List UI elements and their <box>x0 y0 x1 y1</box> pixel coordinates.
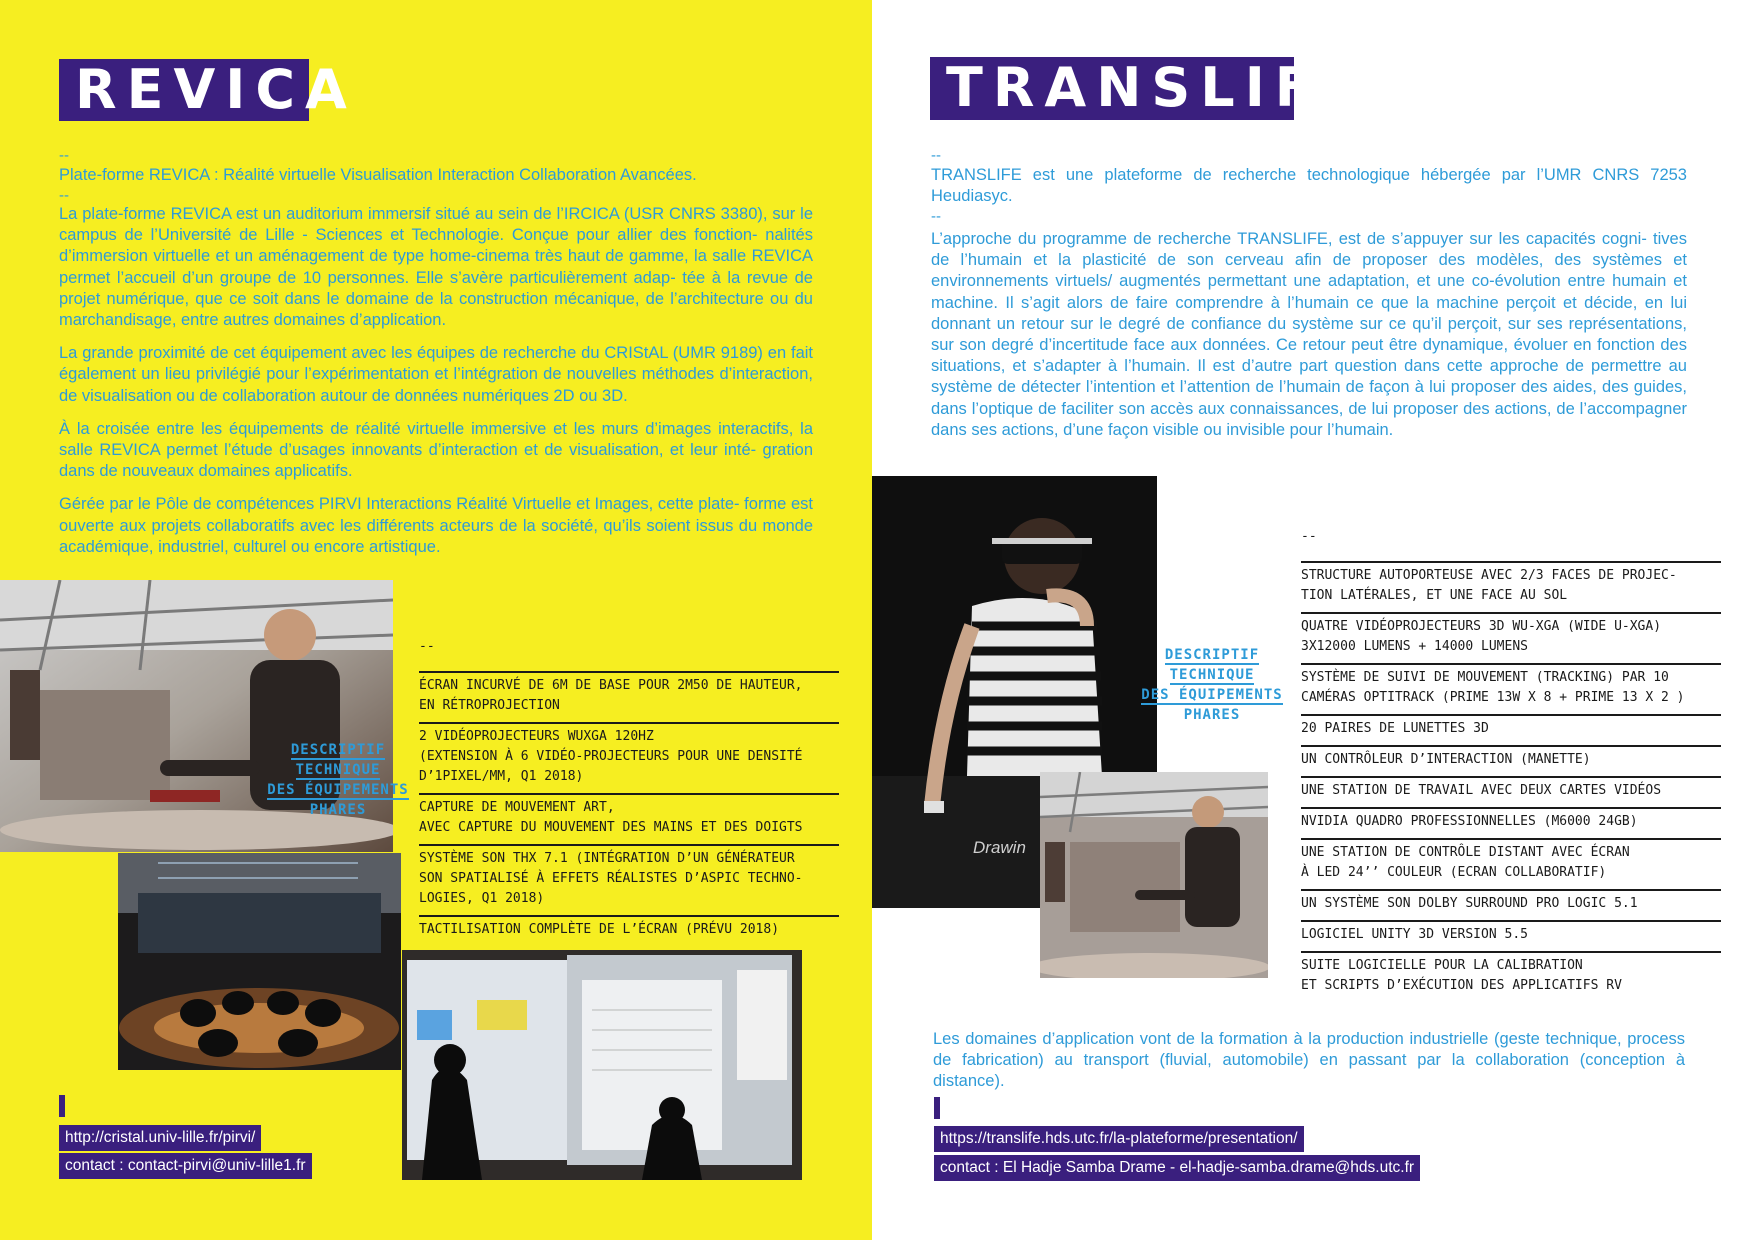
translife-link-marker <box>934 1097 940 1119</box>
revica-spec-item: 2 VIDÉOPROJECTEURS WUXGA 120HZ (EXTENSION À 6 VIDÉO-PROJECTEURS POUR UNE DENSITÉ D’1PIXEL/MM, Q1 2018) <box>419 722 839 787</box>
revica-url-link[interactable]: http://cristal.univ-lille.fr/pirvi/ <box>59 1125 261 1151</box>
revica-descriptif-line-3: DES ÉQUIPEMENTS <box>267 782 409 798</box>
translife-spec-item: UN CONTRÔLEUR D’INTERACTION (MANETTE) <box>1301 745 1721 770</box>
translife-descriptif-line-2: TECHNIQUE <box>1169 667 1255 683</box>
translife-domains: Les domaines d’application vont de la formation à la production industrielle (geste technique, process de fabrication) au transport (fluvial, automobile) en passant par la collaboration (conception à distance). <box>933 1030 1685 1091</box>
revica-subtitle: Plate-forme REVICA : Réalité virtuelle Visualisation Interaction Collaboration Avancées. <box>59 166 697 184</box>
translife-spec-item: UNE STATION DE CONTRÔLE DISTANT AVEC ÉCRAN À LED 24’’ COULEUR (ECRAN COLLABORATIF) <box>1301 838 1721 883</box>
translife-spec-item: LOGICIEL UNITY 3D VERSION 5.5 <box>1301 920 1721 945</box>
revica-descriptif-line-1: DESCRIPTIF <box>290 742 386 758</box>
translife-spec-item: 20 PAIRES DE LUNETTES 3D <box>1301 714 1721 739</box>
translife-spec-item: UN SYSTÈME SON DOLBY SURROUND PRO LOGIC 5.1 <box>1301 889 1721 914</box>
translife-spec-item: QUATRE VIDÉOPROJECTEURS 3D WU-XGA (WIDE U-XGA) 3X12000 LUMENS + 14000 LUMENS <box>1301 612 1721 657</box>
translife-intro: TRANSLIFE est une plateforme de recherche technologique hébergée par l’UMR CNRS 7253 Heudiasyc. <box>931 166 1687 206</box>
translife-descriptif-line-1: DESCRIPTIF <box>1164 647 1260 663</box>
translife-spec-item: SUITE LOGICIELLE POUR LA CALIBRATION ET SCRIPTS D’EXÉCUTION DES APPLICATIFS RV <box>1301 951 1721 996</box>
revica-paragraph-4: Gérée par le Pôle de compétences PIRVI Interactions Réalité Virtuelle et Images, cette plate- forme est ouverte aux projets collaboratifs avec les différents acteurs de la société, qu’ils soient issus du monde académique, industriel, culturel ou encore artistique. <box>59 495 813 556</box>
revica-descriptif-line-4: PHARES <box>309 802 367 818</box>
revica-title: REVICA <box>59 59 309 121</box>
revica-spec-item: ÉCRAN INCURVÉ DE 6M DE BASE POUR 2M50 DE HAUTEUR, EN RÉTROPROJECTION <box>419 671 839 716</box>
translife-spec-item: STRUCTURE AUTOPORTEUSE AVEC 2/3 FACES DE PROJEC- TION LATÉRALES, ET UNE FACE AU SOL <box>1301 561 1721 606</box>
revica-dash-2: -- <box>59 187 69 204</box>
translife-title: TRANSLIFE <box>930 57 1294 120</box>
revica-body <box>59 204 813 570</box>
revica-photo-auditorium <box>118 853 401 1070</box>
revica-descriptif-line-2: TECHNIQUE <box>295 762 381 778</box>
revica-specs-list <box>419 634 839 946</box>
translife-specs-lead: -- <box>1301 529 1317 544</box>
translife-photo-caption: Drawin <box>973 838 1026 857</box>
revica-spec-item: SYSTÈME SON THX 7.1 (INTÉGRATION D’UN GÉNÉRATEUR SON SPATIALISÉ À EFFETS RÉALISTES D’ASPIC TECHNO- LOGIES, Q1 2018) <box>419 844 839 909</box>
revica-contact-link[interactable]: contact : contact-pirvi@univ-lille1.fr <box>59 1153 312 1179</box>
revica-descriptif-label <box>258 740 418 820</box>
revica-spec-item: TACTILISATION COMPLÈTE DE L’ÉCRAN (PRÉVU 2018) <box>419 915 839 940</box>
translife-spec-item: SYSTÈME DE SUIVI DE MOUVEMENT (TRACKING) PAR 10 CAMÉRAS OPTITRACK (PRIME 13W X 8 + PRIME 13 X 2 ) <box>1301 663 1721 708</box>
translife-descriptif-line-4: PHARES <box>1183 707 1241 723</box>
translife-spec-item: NVIDIA QUADRO PROFESSIONNELLES (M6000 24GB) <box>1301 807 1721 832</box>
translife-spec-item: UNE STATION DE TRAVAIL AVEC DEUX CARTES VIDÉOS <box>1301 776 1721 801</box>
translife-specs-list <box>1301 524 1721 1002</box>
translife-page <box>872 0 1748 1240</box>
revica-link-marker <box>59 1095 65 1117</box>
revica-spec-item: CAPTURE DE MOUVEMENT ART, AVEC CAPTURE DU MOUVEMENT DES MAINS ET DES DOIGTS <box>419 793 839 838</box>
translife-contact-link[interactable]: contact : El Hadje Samba Drame - el-hadje-samba.drame@hds.utc.fr <box>934 1155 1420 1181</box>
translife-url-link[interactable]: https://translife.hds.utc.fr/la-plateforme/presentation/ <box>934 1126 1304 1152</box>
translife-dash-2: -- <box>931 208 941 225</box>
revica-page <box>0 0 872 1240</box>
translife-descriptif-line-3: DES ÉQUIPEMENTS <box>1141 687 1283 703</box>
revica-specs-lead: -- <box>419 639 435 654</box>
translife-dash-1: -- <box>931 147 941 164</box>
revica-dash-1: -- <box>59 147 69 164</box>
translife-descriptif-label <box>1127 645 1297 725</box>
translife-photo-vr-room <box>1040 772 1268 978</box>
revica-photo-interactive-wall <box>402 950 802 1180</box>
translife-body: L’approche du programme de recherche TRANSLIFE, est de s’appuyer sur les capacités cogni- tives de l’humain et la plasticité de son cerveau afin de proposer des modèles, des systèmes et environnements virtuels/ augmentés permettant une adaptation, et une co-évolution entre humain et machine. Il s’agit alors de faire comprendre à l’humain ce que la machine perçoit et décide, en lui donnant un retour sur le degré de confiance du système sur ce qu’il perçoit, sur ses représentations, sur son degré d’incertitude face aux données. Ce retour peut être dynamique, évoluer en fonction des situations, et s’adapter à l’humain. Il est d’autre part question dans cette approche de permettre au système de détecter l’intention et l’attention de l’humain de façon à lui proposer des aides, des guides, dans l’optique de faciliter son accès aux connaissances, de lui proposer des actions, de l’accompagner dans ses actions, d’une façon visible ou invisible pour l’humain. <box>931 230 1687 439</box>
revica-paragraph-3: À la croisée entre les équipements de réalité virtuelle immersive et les murs d’images interactifs, la salle REVICA permet l’étude d’usages innovants d’interaction et de visualisation, et leur inté- gration dans de nouveaux domaines applicatifs. <box>59 419 813 481</box>
revica-paragraph-1: La plate-forme REVICA est un auditorium immersif situé au sein de l’IRCICA (USR CNRS 3380), sur le campus de l’Université de Lille - Sciences et Technologie. Conçue pour allier des fonction- nalités d’immersion virtuelle et un aménagement de type home-cinema très haut de gamme, la salle REVICA permet l’accueil d’un groupe de 10 personnes. Elle s’avère particulièrement adap- tée à la revue de projet numérique, que ce soit dans le domaine de la construction mécanique, de l’architecture ou du marchandisage, entre autres domaines d’application. <box>59 205 813 330</box>
revica-paragraph-2: La grande proximité de cet équipement avec les équipes de recherche du CRIStAL (UMR 9189) en fait également un lieu privilégié pour l’expérimentation et l’intégration de nouvelles méthodes d’interaction, de visualisation ou de collaboration autour de données numériques 2D ou 3D. <box>59 344 813 405</box>
